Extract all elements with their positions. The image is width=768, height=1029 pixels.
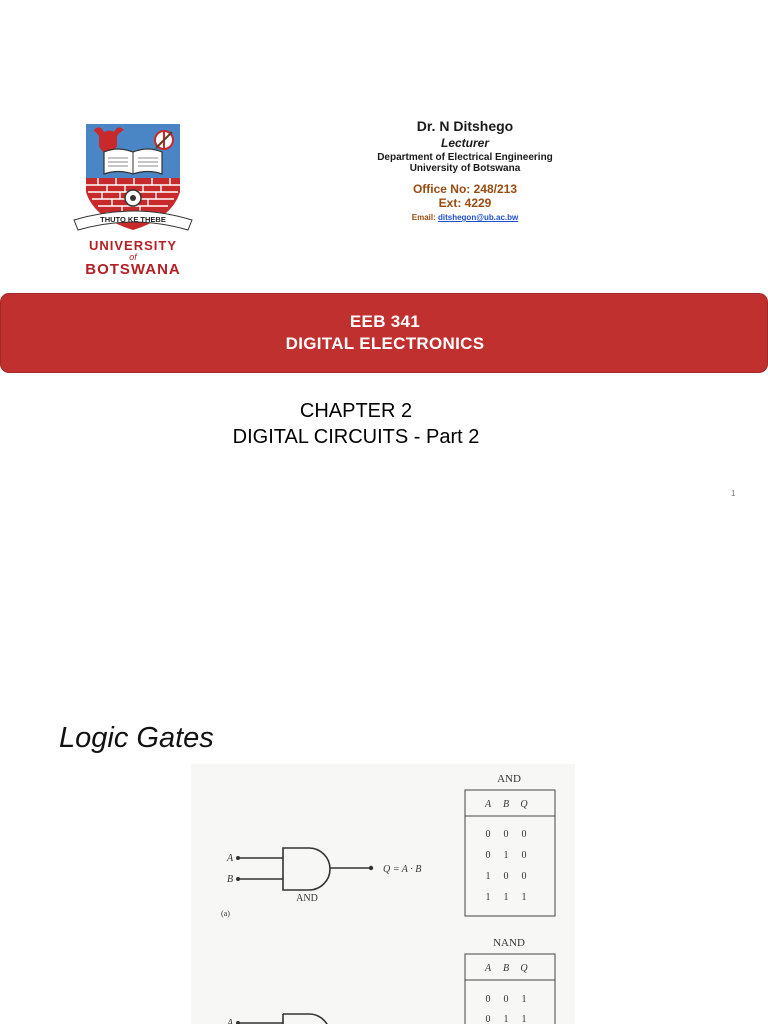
botswana-word: BOTSWANA: [85, 261, 181, 278]
chapter-number: CHAPTER 2: [299, 400, 413, 422]
nand-header-a: A: [484, 963, 492, 974]
and-cell: 0: [521, 871, 527, 882]
nand-table-title: NAND: [493, 937, 525, 949]
course-name: DIGITAL ELECTRONICS: [285, 334, 485, 353]
chapter-subtitle: DIGITAL CIRCUITS - Part 2: [232, 426, 480, 448]
university-word: UNIVERSITY: [88, 238, 177, 253]
nand-cell: 1: [521, 994, 527, 1005]
university-of: of: [129, 252, 137, 262]
slide-title: Logic Gates: [59, 722, 214, 754]
phone-extension: Ext: 4229: [438, 196, 492, 210]
course-banner: [0, 293, 768, 373]
and-cell: 0: [485, 829, 491, 840]
course-code: EEB 341: [349, 312, 421, 331]
university-wordmark: [62, 238, 204, 278]
email-row: [330, 213, 600, 222]
and-input-a-label: A: [227, 853, 234, 864]
nand-cell: 1: [503, 1014, 509, 1024]
and-cell: 1: [503, 850, 509, 861]
office-number: Office No: 248/213: [412, 182, 518, 196]
and-input-b-label: B: [227, 874, 234, 885]
nand-header-q: Q: [520, 963, 528, 974]
email-link[interactable]: ditshegon@ub.ac.bw: [437, 213, 519, 222]
and-cell: 1: [485, 892, 491, 903]
page-number: 1: [731, 489, 736, 498]
and-cell: 1: [521, 892, 527, 903]
lecturer-title: Lecturer: [440, 136, 490, 150]
and-output-expression: Q = A · B: [383, 864, 422, 875]
and-cell: 0: [521, 829, 527, 840]
and-header-a: A: [484, 799, 492, 810]
nand-cell: 1: [521, 1014, 527, 1024]
lecturer-info: [330, 118, 600, 222]
nand-cell: 0: [485, 994, 491, 1005]
logic-gates-figure: [191, 764, 575, 1024]
lecturer-name: Dr. N Ditshego: [416, 118, 514, 134]
and-cell: 0: [521, 850, 527, 861]
and-header-q: Q: [520, 799, 528, 810]
nand-header-b: B: [502, 963, 510, 974]
lecturer-university: University of Botswana: [409, 163, 521, 174]
nand-gate-symbol: [226, 1014, 330, 1024]
nand-cell: 0: [485, 1014, 491, 1024]
nand-cell: 0: [503, 994, 509, 1005]
and-cell: 1: [503, 892, 509, 903]
motto-text: THUTO KE THEBE: [100, 215, 166, 224]
lecturer-department: Department of Electrical Engineering: [377, 152, 553, 163]
email-label: Email:: [411, 213, 438, 222]
and-cell: 0: [503, 829, 509, 840]
and-cell: 0: [503, 871, 509, 882]
nand-input-a-label: A: [227, 1018, 234, 1024]
chapter-heading: [0, 398, 712, 450]
and-gate-label: AND: [296, 893, 318, 904]
panel-label-a: (a): [221, 909, 230, 918]
and-cell: 0: [485, 850, 491, 861]
and-table-title: AND: [497, 773, 521, 785]
and-gate-symbol: [221, 848, 421, 918]
and-header-b: B: [502, 799, 510, 810]
and-cell: 1: [485, 871, 491, 882]
